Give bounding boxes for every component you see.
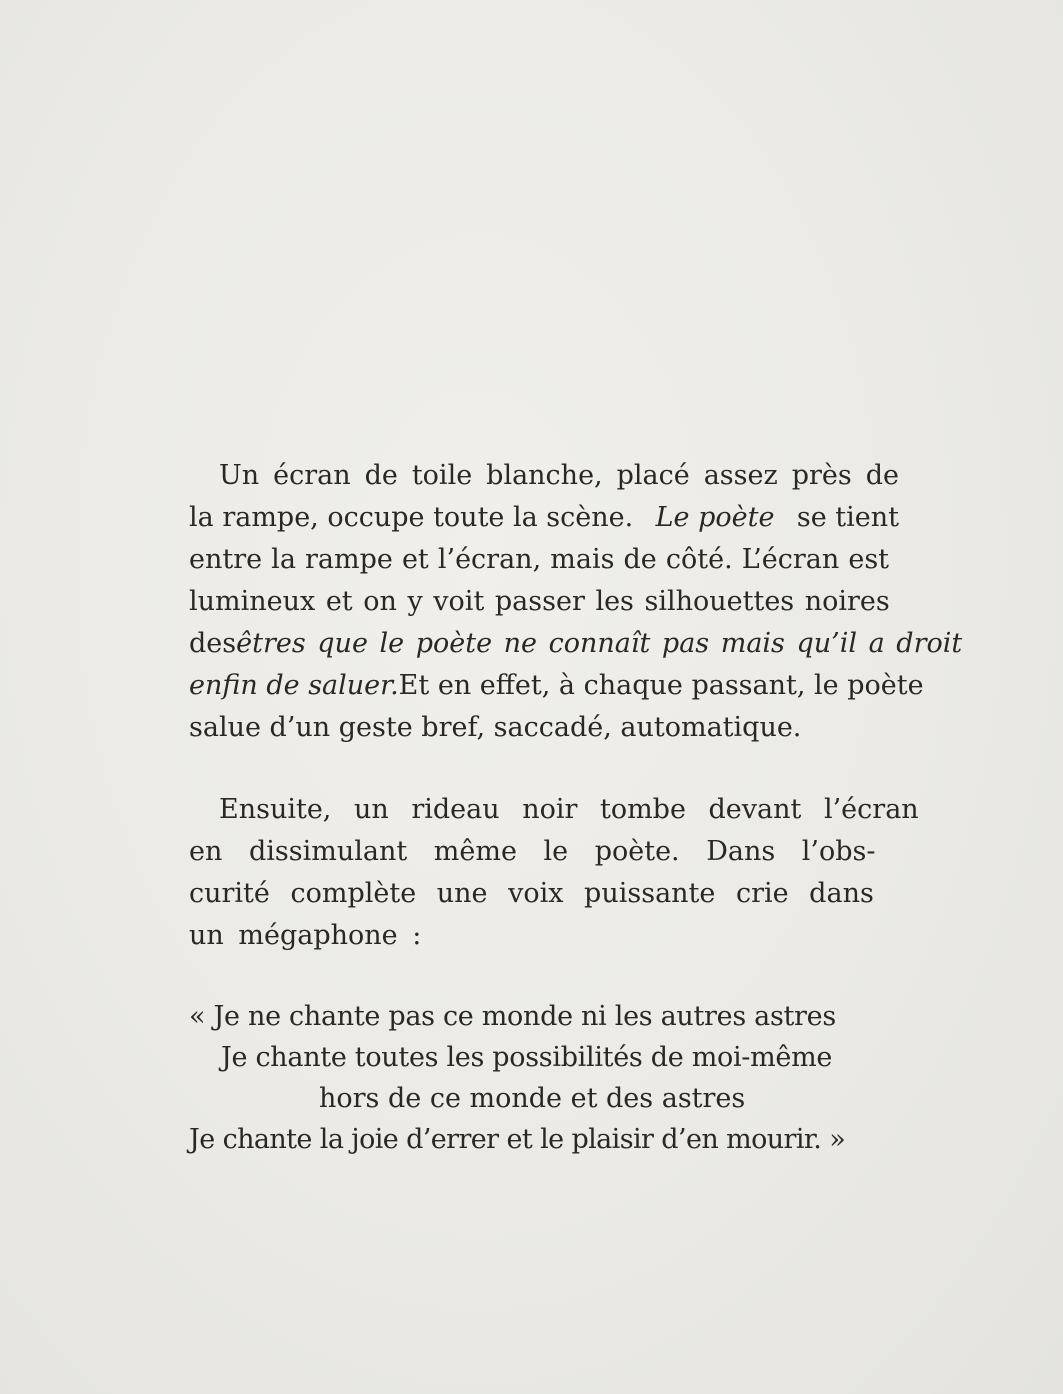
text-line: des êtres que le poète ne connaît pas mais qu’il a droit	[189, 623, 899, 665]
verse-line: Je chante toutes les possibilités de moi-même	[221, 1042, 833, 1073]
verse-line: hors de ce monde et des astres	[319, 1083, 746, 1114]
text-line: Ensuite, un rideau noir tombe devant l’écran	[219, 794, 919, 825]
italic-phrase: Le poète	[655, 502, 775, 533]
text-line: la rampe, occupe toute la scène. Le poète se tient	[189, 497, 899, 539]
text-line: lumineux et on y voit passer les silhouettes noires	[189, 586, 890, 617]
text-line: Un écran de toile blanche, placé assez près de	[219, 460, 899, 491]
narrative-paragraph	[189, 789, 919, 957]
text-line: curité complète une voix puissante crie dans	[189, 878, 874, 909]
quoted-verse	[189, 996, 899, 1160]
italic-phrase: êtres que le poète ne connaît pas mais qu’il a droit	[236, 628, 963, 659]
text-line: un mégaphone :	[189, 920, 422, 951]
text-line: en dissimulant même le poète. Dans l’obs-	[189, 836, 876, 867]
stage-direction-paragraph	[189, 455, 963, 749]
verse-line: « Je ne chante pas ce monde ni les autres astres	[189, 1001, 836, 1032]
text-line: entre la rampe et l’écran, mais de côté. L’écran est	[189, 544, 890, 575]
text-line: salue d’un geste bref, saccadé, automatique.	[189, 712, 802, 743]
italic-phrase: enfin de saluer.	[189, 670, 399, 701]
text-line: enfin de saluer. Et en effet, à chaque passant, le poète	[189, 665, 899, 707]
verse-line: Je chante la joie d’errer et le plaisir d’en mourir. »	[189, 1124, 846, 1155]
